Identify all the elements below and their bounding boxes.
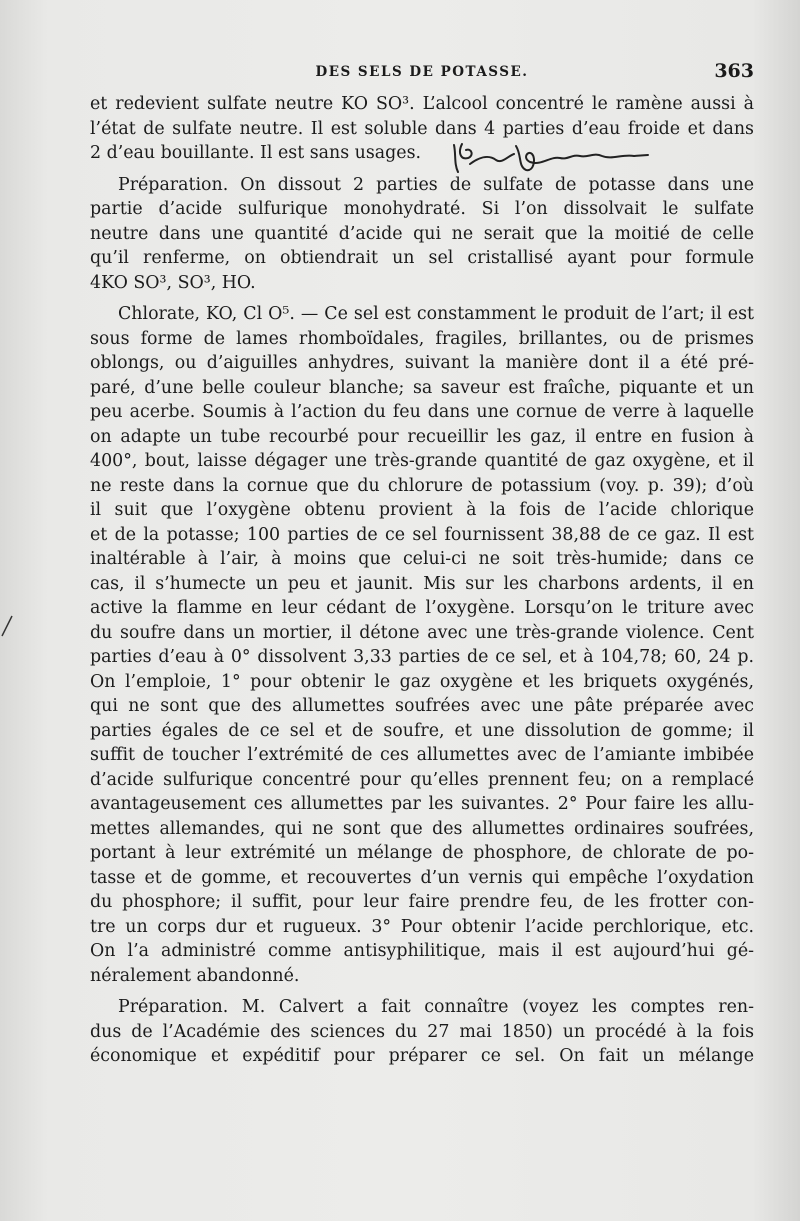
text-line: parties égales de ce sel et de soufre, et une dissolution de gomme; il bbox=[90, 720, 754, 741]
text-line: parties d’eau à 0° dissolvent 3,33 parties de ce sel, et à 104,78; 60, 24 p. bbox=[90, 647, 754, 667]
text-line: sous forme de lames rhomboïdales, fragiles, brillantes, ou de prismes bbox=[90, 328, 754, 349]
text-line: d’acide sulfurique concentré pour qu’elles prennent feu; on a remplacé bbox=[90, 769, 754, 790]
text-line: du soufre dans un mortier, il détone avec une très-grande violence. Cent bbox=[90, 622, 754, 643]
text-line: on adapte un tube recourbé pour recueillir les gaz, il entre en fusion à bbox=[90, 426, 754, 447]
text-line: portant à leur extrémité un mélange de phosphore, de chlorate de po- bbox=[90, 843, 754, 863]
text-line: peu acerbe. Soumis à l’action du feu dans une cornue de verre à laquelle bbox=[90, 402, 754, 422]
text-line: suffit de toucher l’extrémité de ces allumettes avec de l’amiante imbibée bbox=[90, 745, 754, 765]
text-line: 400°, bout, laisse dégager une très-grande quantité de gaz oxygène, et il bbox=[90, 451, 754, 471]
running-title: DES SELS DE POTASSE. bbox=[315, 64, 529, 80]
paragraph-start: Préparation. M. Calvert a fait connaître (voyez les comptes ren- bbox=[118, 997, 754, 1017]
paragraph-start: Chlorate, KO, Cl O⁵. — Ce sel est constamment le produit de l’art; il est bbox=[118, 304, 754, 324]
text-line: partie d’acide sulfurique monohydraté. Si l’on dissolvait le sulfate bbox=[90, 199, 754, 219]
text-line: tre un corps dur et rugueux. 3° Pour obtenir l’acide perchlorique, etc. bbox=[90, 916, 754, 937]
text-line: active la flamme en leur cédant de l’oxygène. Lorsqu’on le triture avec bbox=[90, 598, 754, 618]
text-line: inaltérable à l’air, à moins que celui-ci ne soit très-humide; dans ce bbox=[90, 549, 754, 569]
text-line: du phosphore; il suffit, pour leur faire prendre feu, de les frotter con- bbox=[90, 892, 754, 912]
text-line: oblongs, ou d’aiguilles anhydres, suivant la manière dont il a été pré- bbox=[90, 353, 754, 373]
text-line: il suit que l’oxygène obtenu provient à la fois de l’acide chlorique bbox=[90, 500, 754, 520]
text-line: tasse et de gomme, et recouvertes d’un vernis qui empêche l’oxydation bbox=[90, 867, 754, 888]
text-line: cas, il s’humecte un peu et jaunit. Mis sur les charbons ardents, il en bbox=[90, 573, 754, 594]
text-line: dus de l’Académie des sciences du 27 mai 1850) un procédé à la fois bbox=[90, 1021, 754, 1042]
text-line: qui ne sont que des allumettes soufrées avec une pâte préparée avec bbox=[90, 696, 754, 716]
text-line: ne reste dans la cornue que du chlorure de potassium (voy. p. 39); d’où bbox=[90, 475, 754, 496]
paragraph-start: Préparation. On dissout 2 parties de sulfate de potasse dans une bbox=[118, 174, 754, 195]
page-number: 363 bbox=[714, 60, 754, 82]
formula-line: 4KO SO³, SO³, HO. bbox=[90, 272, 256, 293]
page-header bbox=[90, 60, 754, 88]
text-line: et de la potasse; 100 parties de ce sel fournissent 38,88 de ce gaz. Il est bbox=[90, 524, 754, 545]
main-text bbox=[90, 92, 754, 1069]
text-line: qu’il renferme, on obtiendrait un sel cristallisé ayant pour formule bbox=[90, 248, 754, 268]
text-line: néralement abandonné. bbox=[90, 965, 300, 986]
text-line: paré, d’une belle couleur blanche; sa saveur est fraîche, piquante et un bbox=[90, 377, 754, 398]
text-line: économique et expéditif pour préparer ce sel. On fait un mélange bbox=[90, 1046, 754, 1066]
text-line: et redevient sulfate neutre KO SO³. L’alcool concentré le ramène aussi à bbox=[90, 94, 754, 114]
text-line: 2 d’eau bouillante. Il est sans usages. bbox=[90, 143, 422, 163]
text-line: mettes allemandes, qui ne sont que des allumettes ordinaires soufrées, bbox=[90, 818, 754, 839]
text-line: avantageusement ces allumettes par les suivantes. 2° Pour faire les allu- bbox=[90, 794, 754, 814]
text-line: On l’emploie, 1° pour obtenir le gaz oxygène et les briquets oxygénés, bbox=[90, 671, 754, 692]
text-line: neutre dans une quantité d’acide qui ne serait que la moitié de celle bbox=[90, 223, 754, 244]
text-line: On l’a administré comme antisyphilitique, mais il est aujourd’hui gé- bbox=[90, 941, 754, 961]
text-line: l’état de sulfate neutre. Il est soluble dans 4 parties d’eau froide et dans bbox=[90, 118, 754, 139]
margin-mark-icon bbox=[0, 600, 20, 640]
